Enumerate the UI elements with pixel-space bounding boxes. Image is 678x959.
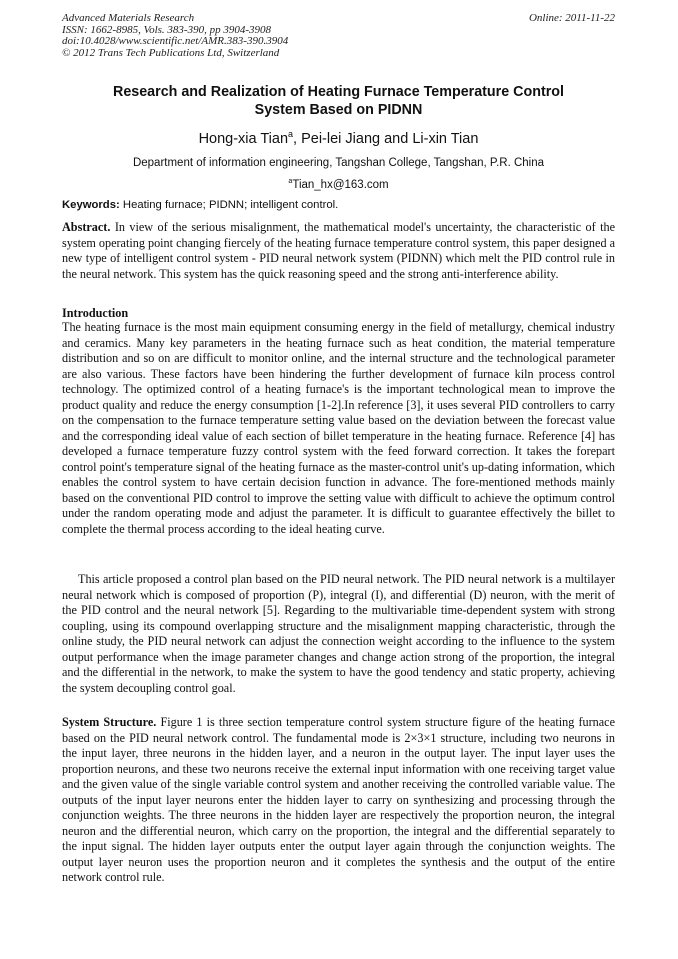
issn-line: ISSN: 1662-8985, Vols. 383-390, pp 3904-3908 <box>62 23 271 36</box>
abstract-label: Abstract. <box>62 220 111 234</box>
system-structure-label: System Structure. <box>62 715 157 729</box>
introduction-heading: Introduction <box>62 306 129 320</box>
system-structure-paragraph <box>62 715 615 886</box>
copyright-line: © 2012 Trans Tech Publications Ltd, Switzerland <box>62 46 280 59</box>
paper-title <box>62 83 615 119</box>
journal-name: Advanced Materials Research <box>62 12 195 24</box>
other-authors: , Pei-lei Jiang and Li-xin Tian <box>293 131 479 147</box>
abstract-text: In view of the serious misalignment, the mathematical model's uncertainty, the characteristic of the system operating point changing fiercely of the heating furnace temperature control system, this paper designed a new type of intelligent control system - PID neural network system (PIDNN) which melt the PID control rule in the neural network. This system has the quick reasoning speed and the strong anti-interference ability. <box>62 220 615 281</box>
keywords-text: Heating furnace; PIDNN; intelligent control. <box>122 199 339 211</box>
doi-line: doi:10.4028/www.scientific.net/AMR.383-390.3904 <box>62 35 289 48</box>
journal-header <box>62 13 615 59</box>
title-line-2: System Based on PIDNN <box>254 102 423 118</box>
abstract <box>62 220 615 282</box>
keywords-label: Keywords: <box>62 199 120 211</box>
title-line-1: Research and Realization of Heating Furnace Temperature Control <box>113 84 564 100</box>
author-email <box>62 177 615 193</box>
email-affiliation-mark: a <box>288 177 293 186</box>
email-address: Tian_hx@163.com <box>292 179 389 191</box>
author-1: Hong-xia Tian <box>198 131 289 147</box>
online-date: Online: 2011-11-22 <box>528 12 615 24</box>
affiliation: Department of information engineering, Tangshan College, Tangshan, P.R. China <box>132 157 545 169</box>
keywords <box>62 198 615 213</box>
introduction-paragraph-2: This article proposed a control plan based on the PID neural network. The PID neural network is a multilayer neural network which is composed of proportion (P), integral (I), and differential (D) neuron, with the merit of the PID control and the neural network [5]. Regarding to the multivariable time-dependent system with strong coupling, using its compound overlapping structure and the misalignment mapping characteristic, through the online study, the PID neural network can adjust the connection weight according to the influence to the system output performance when the image parameter changes and change action strong of the proportion, the integral and the differential in the network, to make the system to have the good tendency and static property, achieving the system decoupling control goal. <box>62 572 615 695</box>
introduction-paragraph-1: The heating furnace is the most main equipment consuming energy in the field of metallurgy, chemical industry and ceramics. Many key parameters in the heating furnace such as heat condition, the material temperature distribution and so on are difficult to monitor online, and the internal structure and the technological parameter are also various. These factors have been hindering the further development of furnace kiln process control technology. The optimized control of a heating furnace's is the important technological mean to improve the product quality and reduce the energy consumption [1-2].In reference [3], it uses several PID controllers to carry on the compensation to the furnace temperature setting value based on the deviation between the forecast value and the corresponding ideal value of each section of billet temperature in the heating furnace. Reference [4] has developed a furnace temperature fuzzy control system with the feed forward correction. It takes the forepart control point's temperature signal of the heating furnace as the master-control unit's up-dating information, which enables the control system to have certain decision function in advance. The fore-mentioned methods mainly based on the conventional PID control to improve the setting value with difficult to achieve the optimum control under the random operating mode and adjust the parameter. It is difficult to guarantee effectively the billet to complete the thermal process according to the ideal heating curve. <box>62 320 615 536</box>
system-structure-text: Figure 1 is three section temperature control system structure figure of the heating furnace based on the PID neural network control. The fundamental mode is 2×3×1 structure, including two neurons in the input layer, three neurons in the hidden layer, and a neuron in the output layer. The input layer uses the proportion neurons, and these two neurons receive the external input information with one receiving target value and the given value of the single variable control system and another receiving the controlled variable value. The outputs of the input layer neurons enter the hidden layer to carry on synthesizing and processing through the conjunction weights. The three neurons in the hidden layer are respectively the proportion neuron, the integral neuron and the differential neuron, which carry on the proportion, the integral and the differential separately to the input signal. The hidden layer outputs enter the output layer again through the conjunction weights. The output layer neuron uses the proportion neuron and it completes the synthesis and the output of the entire network control rule. <box>62 715 615 884</box>
author-list <box>62 129 615 149</box>
author-1-affiliation-mark: a <box>288 129 294 140</box>
